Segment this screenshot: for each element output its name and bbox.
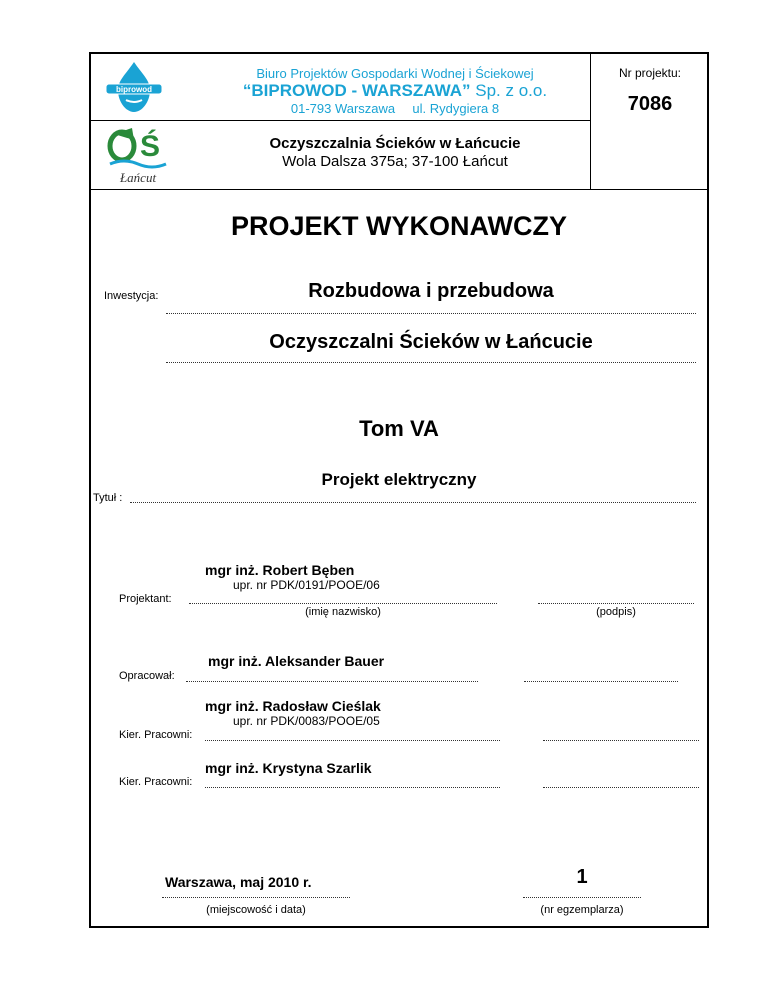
plant-name: Oczyszczalnia Ścieków w Łańcucie bbox=[269, 135, 521, 152]
place-date: Warszawa, maj 2010 r. bbox=[165, 874, 312, 890]
name-caption: (imię nazwisko) bbox=[305, 606, 381, 618]
title-dots bbox=[130, 502, 696, 503]
company-zip: 01-793 Warszawa bbox=[290, 101, 396, 116]
company-street: ul. Rydygiera 8 bbox=[412, 101, 500, 116]
lancut-plant-logo bbox=[104, 124, 172, 186]
head1-license: upr. nr PDK/0083/POOE/05 bbox=[233, 714, 380, 728]
investment-line2-dots bbox=[166, 362, 696, 363]
designer-label: Projektant: bbox=[119, 593, 172, 605]
designer-name: mgr inż. Robert Bęben bbox=[205, 562, 355, 578]
volume-title: Tom VA bbox=[359, 416, 439, 441]
document-frame bbox=[89, 52, 709, 928]
designer-signature-dots bbox=[538, 603, 694, 604]
svg-text:Ś: Ś bbox=[140, 130, 161, 163]
head1-signature-dots bbox=[543, 740, 699, 741]
logo2-text: Łańcut bbox=[119, 170, 157, 185]
company-name bbox=[200, 81, 590, 101]
plant-address: Wola Dalsza 375a; 37-100 Łańcut bbox=[282, 153, 508, 170]
copy-number-caption: (nr egzemplarza) bbox=[540, 904, 624, 916]
investment-line1: Rozbudowa i przebudowa bbox=[308, 280, 554, 302]
company-name-quoted: “BIPROWOD - WARSZAWA” bbox=[242, 81, 471, 100]
biprowod-logo bbox=[104, 60, 164, 116]
prepared-name-dots bbox=[186, 681, 478, 682]
designer-license: upr. nr PDK/0191/POOE/06 bbox=[233, 578, 380, 592]
project-no-label: Nr projektu: bbox=[618, 66, 682, 80]
company-suffix: Sp. z o.o. bbox=[475, 81, 548, 100]
head2-label: Kier. Pracowni: bbox=[119, 776, 193, 788]
prepared-name: mgr inż. Aleksander Bauer bbox=[208, 653, 385, 669]
logo1-text: biprowod bbox=[116, 85, 152, 94]
header-divider-2 bbox=[89, 189, 709, 190]
designer-name-dots bbox=[189, 603, 497, 604]
head1-name: mgr inż. Radosław Cieślak bbox=[205, 698, 381, 714]
head1-name-dots bbox=[205, 740, 500, 741]
page-title: PROJEKT WYKONAWCZY bbox=[230, 211, 567, 241]
place-date-caption: (miejscowość i data) bbox=[206, 904, 306, 916]
copy-number-dots bbox=[523, 897, 641, 898]
title-label: Tytuł : bbox=[93, 492, 123, 504]
head1-label: Kier. Pracowni: bbox=[119, 729, 193, 741]
company-address bbox=[200, 101, 590, 116]
head2-name-dots bbox=[205, 787, 500, 788]
project-no: 7086 bbox=[627, 93, 673, 115]
copy-number: 1 bbox=[576, 866, 588, 888]
signature-caption: (podpis) bbox=[596, 606, 636, 618]
head2-signature-dots bbox=[543, 787, 699, 788]
header-divider-1 bbox=[89, 120, 591, 121]
company-line1: Biuro Projektów Gospodarki Wodnej i Ściekowej bbox=[256, 66, 534, 81]
investment-line2: Oczyszczalni Ścieków w Łańcucie bbox=[269, 331, 593, 353]
subject-title: Projekt elektryczny bbox=[321, 470, 477, 489]
place-date-dots bbox=[162, 897, 350, 898]
investment-line1-dots bbox=[166, 313, 696, 314]
prepared-label: Opracował: bbox=[119, 670, 175, 682]
head2-name: mgr inż. Krystyna Szarlik bbox=[205, 760, 372, 776]
prepared-signature-dots bbox=[524, 681, 678, 682]
investment-label: Inwestycja: bbox=[104, 290, 159, 302]
